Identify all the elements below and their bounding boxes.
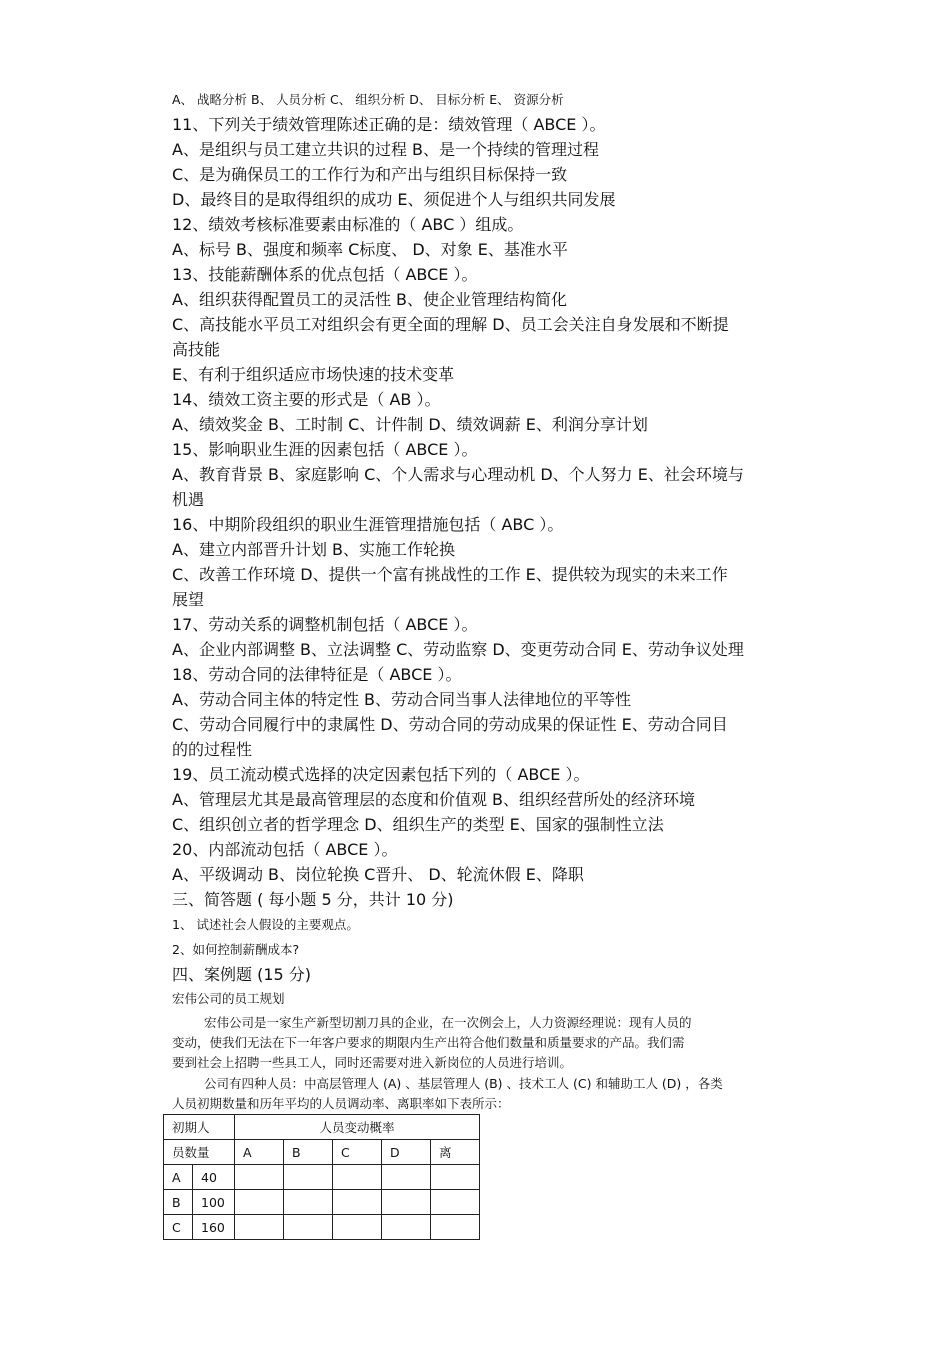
question-17: 17、劳动关系的调整机制包括（ ABCE ）。	[172, 615, 478, 634]
table-cell	[431, 1190, 480, 1215]
question-16: 16、中期阶段组织的职业生涯管理措施包括（ ABC ）。	[172, 515, 564, 534]
option-line: A、标号 B、强度和频率 C标度、 D、对象 E、基准水平	[172, 240, 568, 259]
option-line: 高技能	[172, 340, 221, 359]
option-line: A、绩效奖金 B、工时制 C、计件制 D、绩效调薪 E、利润分享计划	[172, 415, 648, 434]
table-col-header: D	[382, 1140, 431, 1165]
option-line: A、组织获得配置员工的灵活性 B、使企业管理结构简化	[172, 290, 568, 309]
case-paragraph-line: 宏伟公司是一家生产新型切割刀具的企业，在一次例会上，人力资源经理说：现有人员的	[204, 1015, 692, 1030]
table-cell	[333, 1165, 382, 1190]
table-cell	[382, 1190, 431, 1215]
row-label: B	[164, 1190, 193, 1215]
question-18: 18、劳动合同的法律特征是（ ABCE ）。	[172, 665, 462, 684]
table-header-cell: 初期人	[164, 1115, 235, 1140]
option-line: 展望	[172, 590, 205, 609]
table-cell	[284, 1190, 333, 1215]
short-question-1: 1、 试述社会人假设的主要观点。	[172, 917, 359, 932]
option-line: A、是组织与员工建立共识的过程 B、是一个持续的管理过程	[172, 140, 600, 159]
table-cell	[333, 1190, 382, 1215]
row-label: A	[164, 1165, 193, 1190]
options-line: A、 战略分析 B、 人员分析 C、 组织分析 D、 目标分析 E、 资源分析	[172, 92, 564, 107]
table-col-header: A	[235, 1140, 284, 1165]
table-cell	[333, 1215, 382, 1240]
table-header-cell: 员数量	[164, 1140, 235, 1165]
case-title: 宏伟公司的员工规划	[172, 991, 285, 1006]
option-line: A、劳动合同主体的特定性 B、劳动合同当事人法律地位的平等性	[172, 690, 632, 709]
section-heading-3: 三、简答题 ( 每小题 5 分，共计 10 分)	[172, 890, 454, 909]
table-cell	[431, 1165, 480, 1190]
option-line: C、组织创立者的哲学理念 D、组织生产的类型 E、国家的强制性立法	[172, 815, 664, 834]
case-paragraph-line: 人员初期数量和历年平均的人员调动率、离职率如下表所示：	[172, 1096, 510, 1111]
option-line: D、最终目的是取得组织的成功 E、须促进个人与组织共同发展	[172, 190, 616, 209]
table-col-header: B	[284, 1140, 333, 1165]
option-line: A、教育背景 B、家庭影响 C、个人需求与心理动机 D、个人努力 E、社会环境与	[172, 465, 744, 484]
table-cell	[382, 1165, 431, 1190]
row-count: 40	[193, 1165, 235, 1190]
case-paragraph-line: 变动，使我们无法在下一年客户要求的期限内生产出符合他们数量和质量要求的产品。我们需	[172, 1035, 685, 1050]
option-line: A、企业内部调整 B、立法调整 C、劳动监察 D、变更劳动合同 E、劳动争议处理	[172, 640, 744, 659]
question-20: 20、内部流动包括（ ABCE ）。	[172, 840, 398, 859]
table-cell	[235, 1190, 284, 1215]
case-paragraph-line: 公司有四种人员：中高层管理人 (A) 、基层管理人 (B) 、技术工人 (C) 和辅助工人 (D) ，各类	[204, 1076, 723, 1091]
table-col-header: C	[333, 1140, 382, 1165]
question-13: 13、技能薪酬体系的优点包括（ ABCE ）。	[172, 265, 478, 284]
question-19: 19、员工流动模式选择的决定因素包括下列的（ ABCE ）。	[172, 765, 590, 784]
table-col-header: 离	[431, 1140, 480, 1165]
row-label: C	[164, 1215, 193, 1240]
table-row	[164, 1165, 480, 1190]
option-line: A、管理层尤其是最高管理层的态度和价值观 B、组织经营所处的经济环境	[172, 790, 696, 809]
case-paragraph-line: 要到社会上招聘一些具工人，同时还需要对进入新岗位的人员进行培训。	[172, 1055, 573, 1070]
section-heading-4: 四、案例题 (15 分)	[172, 965, 312, 984]
question-15: 15、影响职业生涯的因素包括（ ABCE ）。	[172, 440, 478, 459]
table-cell	[284, 1215, 333, 1240]
row-count: 100	[193, 1190, 235, 1215]
option-line: A、平级调动 B、岗位轮换 C晋升、 D、轮流休假 E、降职	[172, 865, 584, 884]
personnel-table	[163, 1114, 480, 1240]
option-line: A、建立内部晋升计划 B、实施工作轮换	[172, 540, 456, 559]
option-line: C、高技能水平员工对组织会有更全面的理解 D、员工会关注自身发展和不断提	[172, 315, 729, 334]
option-line: 机遇	[172, 490, 205, 509]
option-line: 的的过程性	[172, 740, 253, 759]
option-line: C、改善工作环境 D、提供一个富有挑战性的工作 E、提供较为现实的未来工作	[172, 565, 728, 584]
table-cell	[235, 1165, 284, 1190]
table-row	[164, 1190, 480, 1215]
table-row	[164, 1215, 480, 1240]
short-question-2: 2、如何控制薪酬成本?	[172, 942, 300, 957]
table-group-header: 人员变动概率	[235, 1115, 480, 1140]
question-12: 12、绩效考核标准要素由标准的（ ABC ）组成。	[172, 215, 524, 234]
option-line: C、劳动合同履行中的隶属性 D、劳动合同的劳动成果的保证性 E、劳动合同目	[172, 715, 728, 734]
option-line: E、有利于组织适应市场快速的技术变革	[172, 365, 455, 384]
table-cell	[382, 1215, 431, 1240]
table-cell	[284, 1165, 333, 1190]
table-cell	[235, 1215, 284, 1240]
question-11: 11、下列关于绩效管理陈述正确的是：绩效管理（ ABCE ）。	[172, 115, 606, 134]
option-line: C、是为确保员工的工作行为和产出与组织目标保持一致	[172, 165, 568, 184]
table-cell	[431, 1215, 480, 1240]
question-14: 14、绩效工资主要的形式是（ AB ）。	[172, 390, 441, 409]
row-count: 160	[193, 1215, 235, 1240]
